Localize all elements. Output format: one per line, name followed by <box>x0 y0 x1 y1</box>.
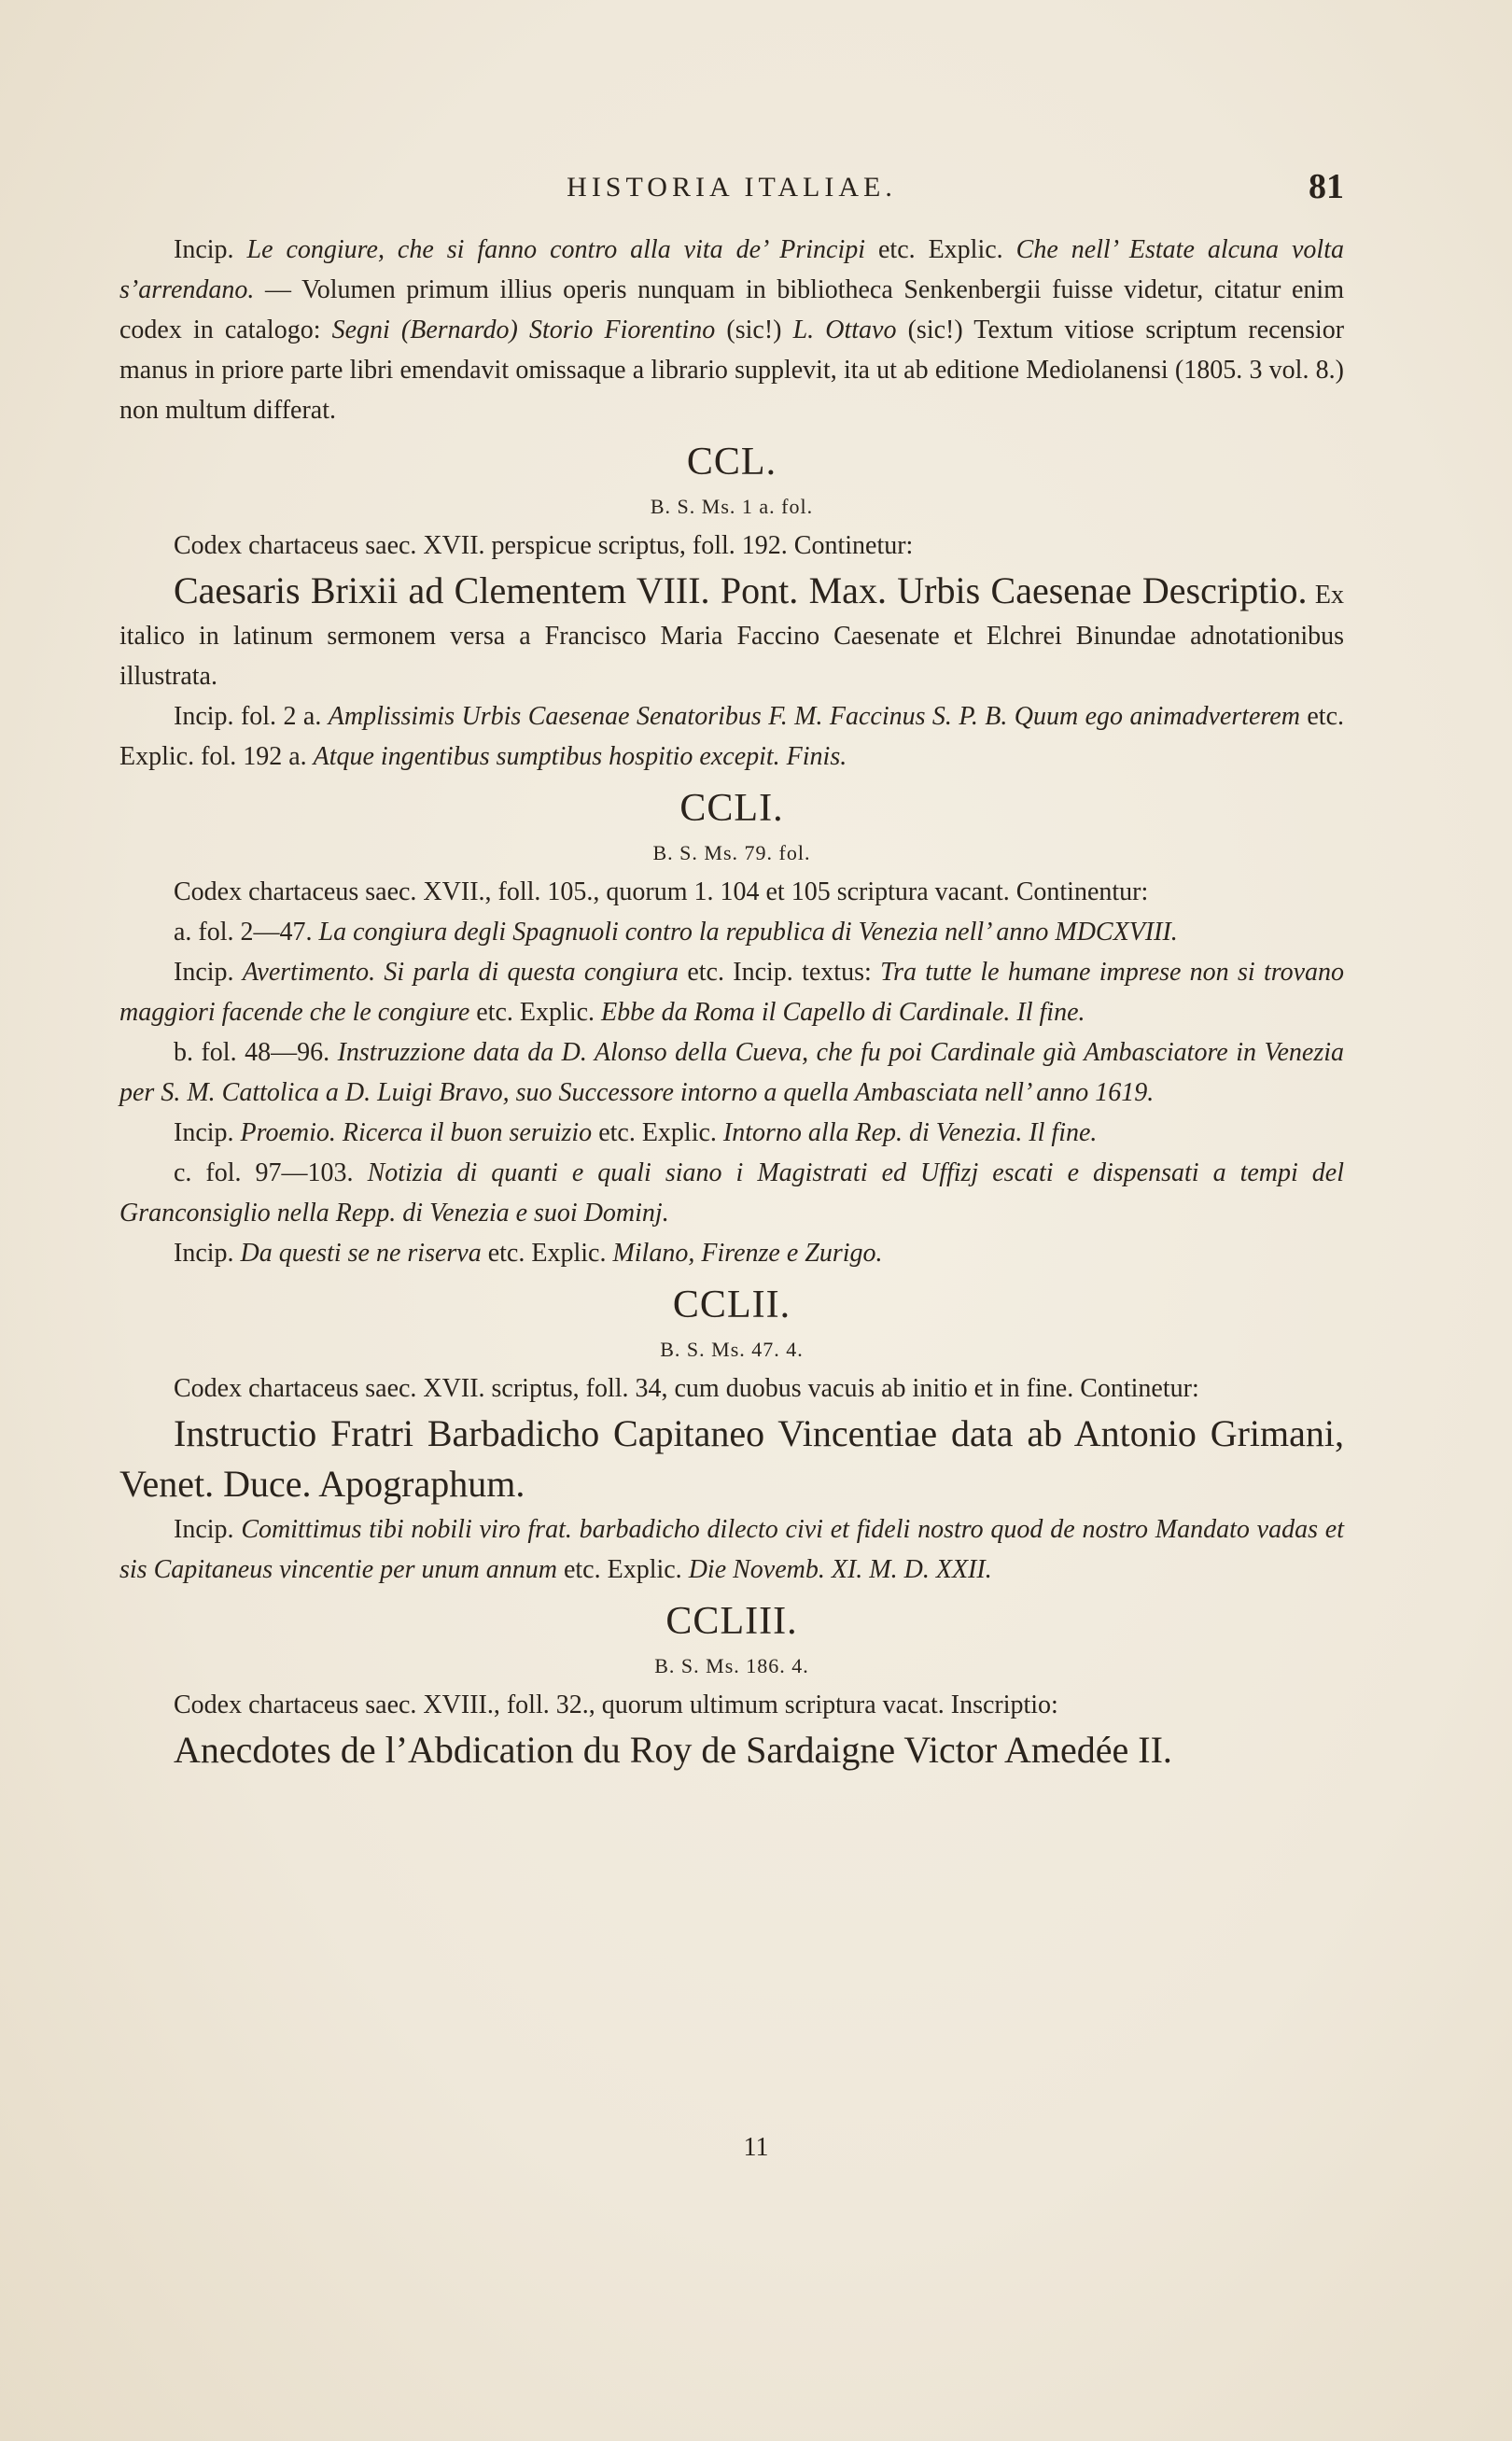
incipit-a-ccli: Incip. Avertimento. Si parla di questa congiura etc. Incip. textus: Tra tutte le humane imprese non si trovano maggiori facende che le congiure etc. Explic. Ebbe da Roma il Capello di Cardinale. Il fine. <box>119 958 1345 1027</box>
section-number-ccliii: CCLIII. <box>665 1600 798 1643</box>
item-a-ccli: a. fol. 2—47. La congiura degli Spagnuoli contro la republica di Venezia nell’ anno MDCXVIII. <box>174 918 1178 947</box>
item-c-ccli: c. fol. 97—103. Notizia di quanti e quali siano i Magistrati ed Uffizj escati e dispensati a tempi del Granconsiglio nella Repp. di Venezia e suoi Dominj. <box>119 1158 1345 1228</box>
section-number-ccl: CCL. <box>686 441 777 484</box>
page-number: 81 <box>1309 167 1344 206</box>
incipit-ccl: Incip. fol. 2 a. Amplissimis Urbis Caesenae Senatoribus F. M. Faccinus S. P. B. Quum ego animadverterem etc. Explic. fol. 192 a. Atque ingentibus sumptibus hospitio excepit. Finis. <box>119 702 1345 771</box>
codex-description-cclii: Codex chartaceus saec. XVII. scriptus, foll. 34, cum duobus vacuis ab initio et in fine. Continetur: <box>174 1374 1199 1403</box>
incipit-cclii: Incip. Comittimus tibi nobili viro frat. barbadicho dilecto civi et fideli nostro quod de nostro Mandato vadas et sis Capitaneus vincentie per unum annum etc. Explic. Die Novemb. XI. M. D. XXII. <box>119 1515 1344 1584</box>
shelfmark-ccl: B. S. Ms. 1 a. fol. <box>650 495 814 518</box>
item-b-ccli: b. fol. 48—96. Instruzzione data da D. Alonso della Cueva, che fu poi Cardinale già Ambasciatore in Venezia per S. M. Cattolica a D. Luigi Bravo, suo Successore intorno a quella Ambasciata nell’ anno 1619. <box>119 1038 1345 1107</box>
shelfmark-ccli: B. S. Ms. 79. fol. <box>652 841 811 864</box>
work-title-ccliii: Anecdotes de l’Abdication du Roy de Sardaigne Victor Amedée II. <box>174 1729 1172 1771</box>
work-title-ccl: Caesaris Brixii ad Clementem VIII. Pont. Max. Urbis Caesenae Descriptio. Ex italico in latinum sermonem versa a Francisco Maria Faccino Caesenate et Elchrei Binundae adnotationibus illustrata. <box>119 569 1344 691</box>
codex-description-ccli: Codex chartaceus saec. XVII., foll. 105., quorum 1. 104 et 105 scriptura vacant. Continentur: <box>174 877 1149 906</box>
shelfmark-cclii: B. S. Ms. 47. 4. <box>660 1338 804 1361</box>
running-head <box>119 166 1344 213</box>
signature-mark: 11 <box>743 2133 769 2162</box>
codex-description-ccl: Codex chartaceus saec. XVII. perspicue scriptus, foll. 192. Continetur: <box>174 531 914 560</box>
section-number-ccli: CCLI. <box>679 787 784 830</box>
running-title: HISTORIA ITALIAE. <box>567 172 897 203</box>
work-title-cclii: Instructio Fratri Barbadicho Capitaneo Vincentiae data ab Antonio Grimani, Venet. Duce. Apographum. <box>119 1412 1344 1505</box>
incipit-b-ccli: Incip. Proemio. Ricerca il buon seruizio etc. Explic. Intorno alla Rep. di Venezia. Il fine. <box>174 1118 1098 1147</box>
incipit-c-ccli: Incip. Da questi se ne riserva etc. Explic. Milano, Firenze e Zurigo. <box>174 1239 883 1268</box>
text-column <box>119 166 1344 1775</box>
section-number-cclii: CCLII. <box>672 1284 791 1326</box>
intro-paragraph: Incip. Le congiure, che si fanno contro alla vita de’ Principi etc. Explic. Che nell’ Estate alcuna volta s’arrendano. — Volumen primum illius operis nunquam in bibliotheca Senkenbergii fuisse videtur, citatur enim codex in catalogo: Segni (Bernardo) Storio Fiorentino (sic!) L. Ottavo (sic!) Textum vitiose scriptum recensior manus in priore parte libri emendavit omissaque a librario supplevit, ita ut ab editione Mediolanensi (1805. 3 vol. 8.) non multum differat. <box>119 235 1345 425</box>
codex-description-ccliii: Codex chartaceus saec. XVIII., foll. 32., quorum ultimum scriptura vacat. Inscriptio: <box>174 1690 1058 1719</box>
shelfmark-ccliii: B. S. Ms. 186. 4. <box>654 1654 809 1677</box>
